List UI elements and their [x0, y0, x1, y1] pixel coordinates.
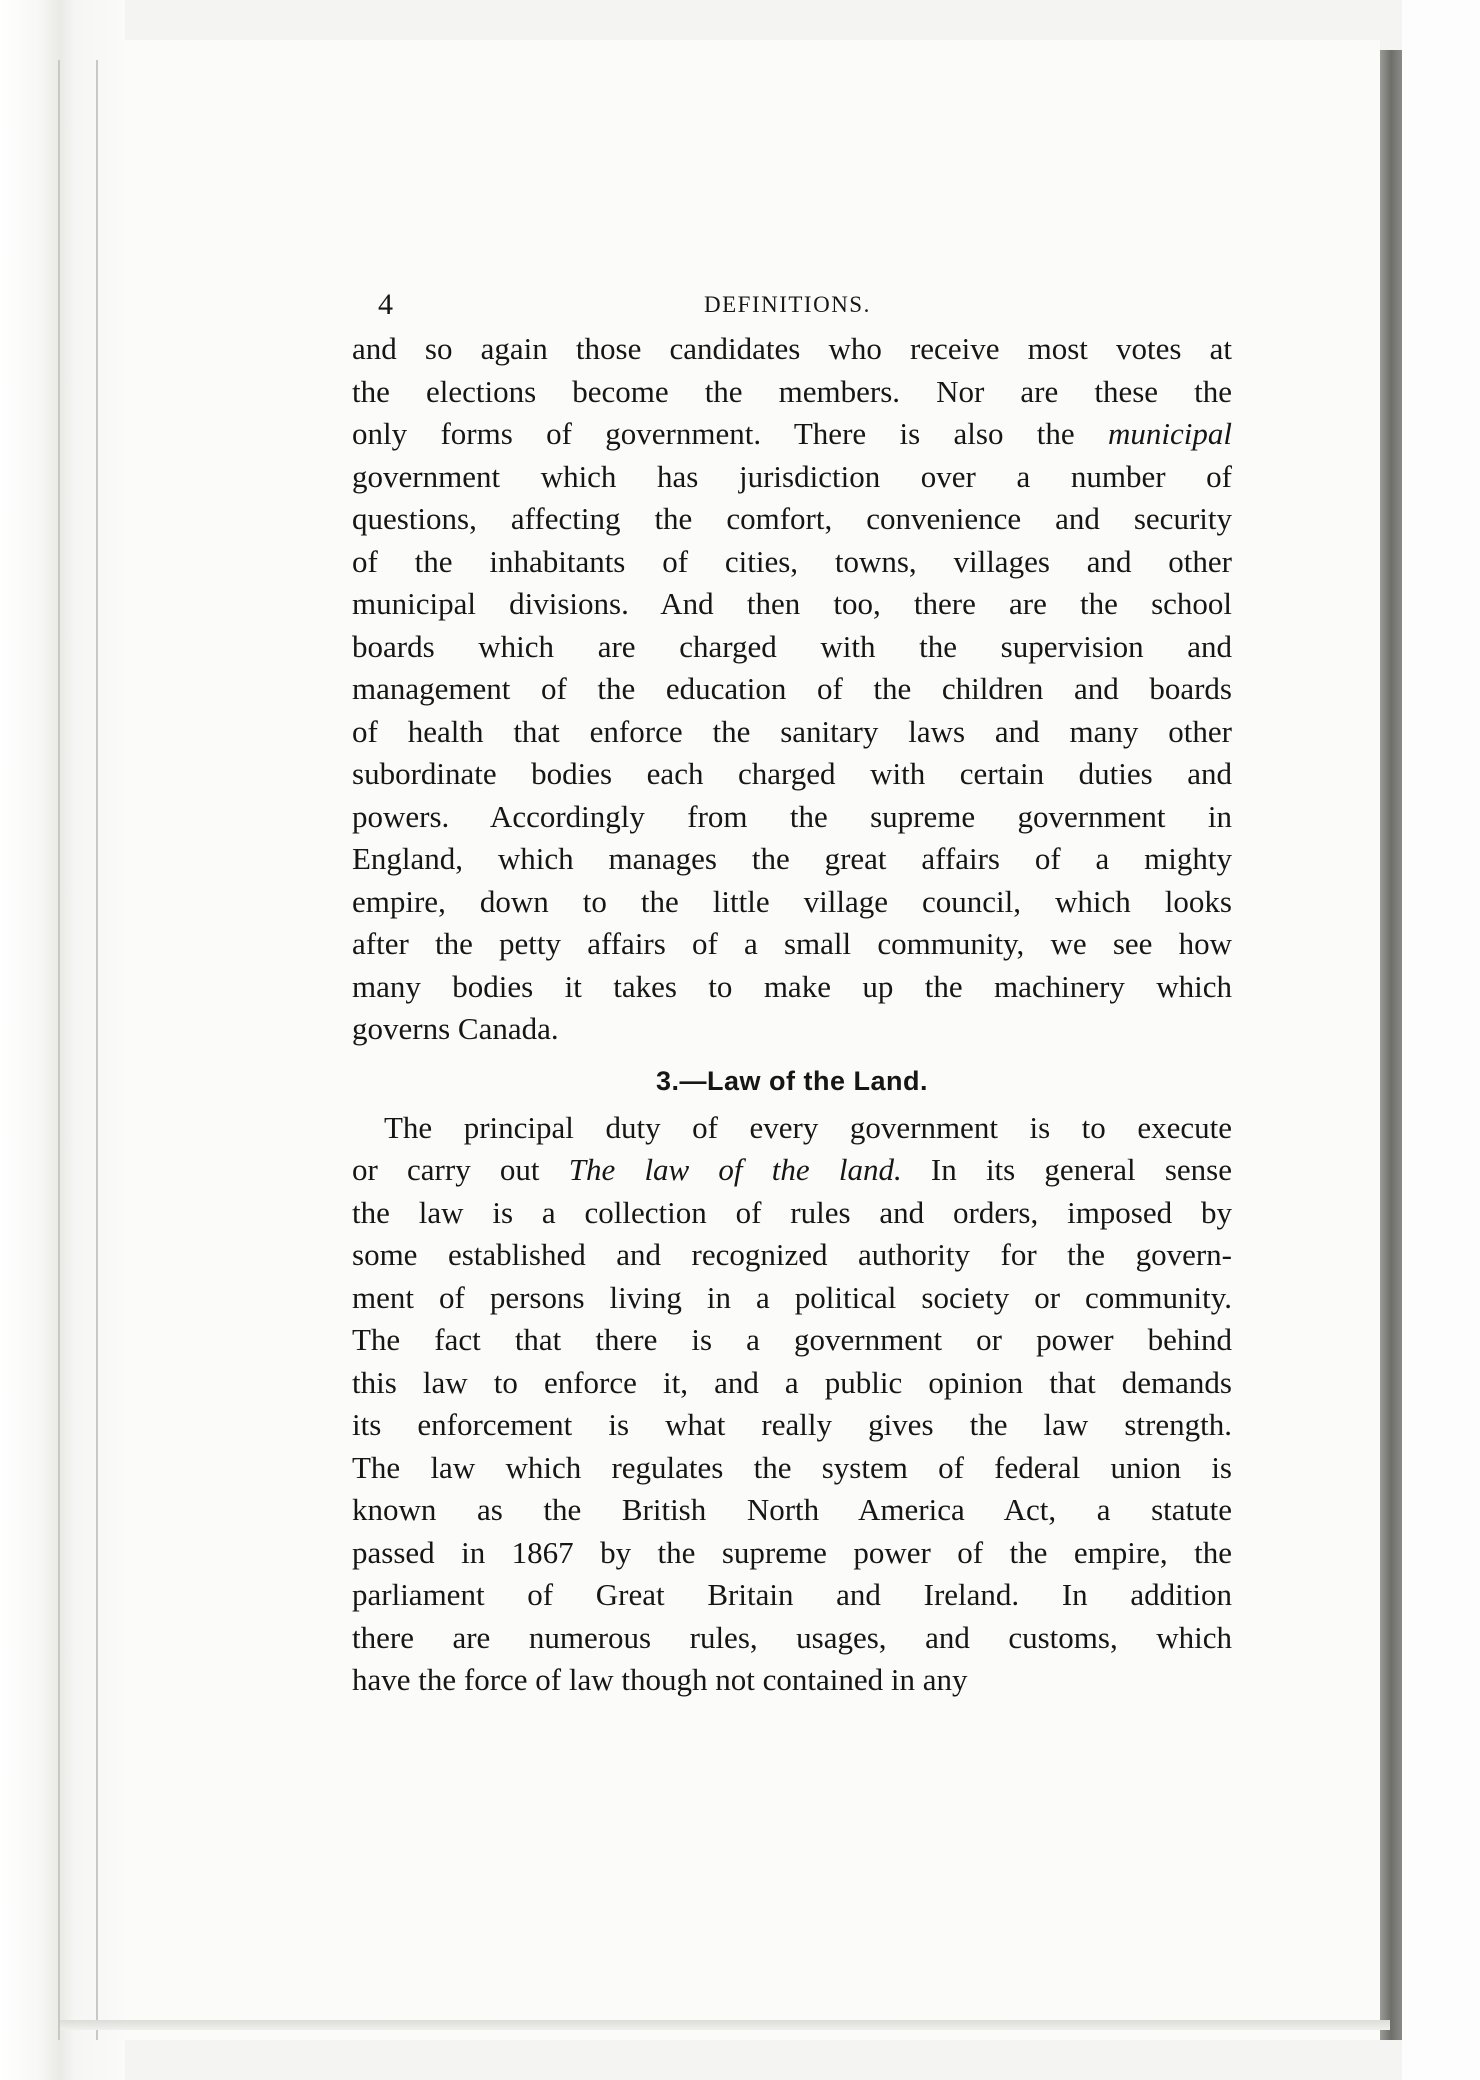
text-line: passed in 1867 by the supreme power of the empire, the	[352, 1534, 1232, 1570]
text-fragment: only forms of government. There is also the	[352, 416, 1108, 451]
text-line: its enforcement is what really gives the law strength.	[352, 1407, 1232, 1442]
text-fragment: or carry out	[352, 1152, 569, 1187]
scan-left-edge	[0, 0, 125, 2080]
section-heading: 3.—Law of the Land.	[655, 1065, 928, 1096]
text-fragment: In its general sense	[901, 1152, 1233, 1187]
paragraph-law-of-the-land	[352, 1107, 1232, 1702]
text-line: many bodies it takes to make up the machinery which	[352, 968, 1232, 1004]
page-edge-line	[96, 60, 98, 2040]
text-line: empire, down to the little village council, which looks	[352, 883, 1232, 919]
paragraph-government-bodies	[352, 328, 1232, 1051]
text-line: governs Canada.	[352, 1011, 559, 1046]
text-line: some established and recognized authority for the govern-	[352, 1237, 1232, 1272]
running-head	[352, 288, 1232, 328]
text-line: questions, affecting the comfort, convenience and security	[352, 501, 1232, 536]
text-line	[352, 1149, 1232, 1192]
page-spine-shadow	[1380, 50, 1402, 2040]
text-line: subordinate bodies each charged with certain duties and	[352, 756, 1232, 791]
text-line: The principal duty of every government is to execute	[384, 1109, 1232, 1145]
text-line: municipal divisions. And then too, there are the school	[352, 586, 1232, 621]
text-line: known as the British North America Act, a statute	[352, 1492, 1232, 1527]
text-line: government which has jurisdiction over a number of	[352, 458, 1232, 494]
text-line: The fact that there is a government or power behind	[352, 1322, 1232, 1357]
text-line: of health that enforce the sanitary laws and many other	[352, 713, 1232, 749]
scan-right-margin	[1402, 0, 1480, 2080]
page-number: 4	[378, 288, 394, 321]
text-line: this law to enforce it, and a public opinion that demands	[352, 1364, 1232, 1400]
italic-phrase: The law of the land.	[568, 1152, 902, 1187]
text-line: ment of persons living in a political society or community.	[352, 1279, 1232, 1315]
text-line: boards which are charged with the supervision and	[352, 628, 1232, 664]
text-line: the elections become the members. Nor are these the	[352, 373, 1232, 409]
text-line	[352, 413, 1232, 456]
text-line: powers. Accordingly from the supreme government in	[352, 798, 1232, 834]
text-line: parliament of Great Britain and Ireland. In addition	[352, 1577, 1232, 1612]
text-line: there are numerous rules, usages, and customs, which	[352, 1619, 1232, 1655]
page-edge-line	[58, 60, 60, 2040]
text-line: have the force of law though not contained in any	[352, 1662, 968, 1697]
text-line: of the inhabitants of cities, towns, villages and other	[352, 543, 1232, 579]
page-text-block	[352, 288, 1232, 1702]
text-line: after the petty affairs of a small community, we see how	[352, 926, 1232, 961]
text-line: and so again those candidates who receive most votes at	[352, 331, 1232, 366]
text-line: the law is a collection of rules and orders, imposed by	[352, 1194, 1232, 1230]
text-line: management of the education of the children and boards	[352, 671, 1232, 706]
running-head-title: DEFINITIONS.	[704, 292, 871, 317]
text-line: England, which manages the great affairs of a mighty	[352, 841, 1232, 876]
text-line: The law which regulates the system of federal union is	[352, 1449, 1232, 1485]
page-bottom-edge	[60, 2020, 1390, 2030]
italic-phrase: municipal	[1108, 416, 1232, 451]
